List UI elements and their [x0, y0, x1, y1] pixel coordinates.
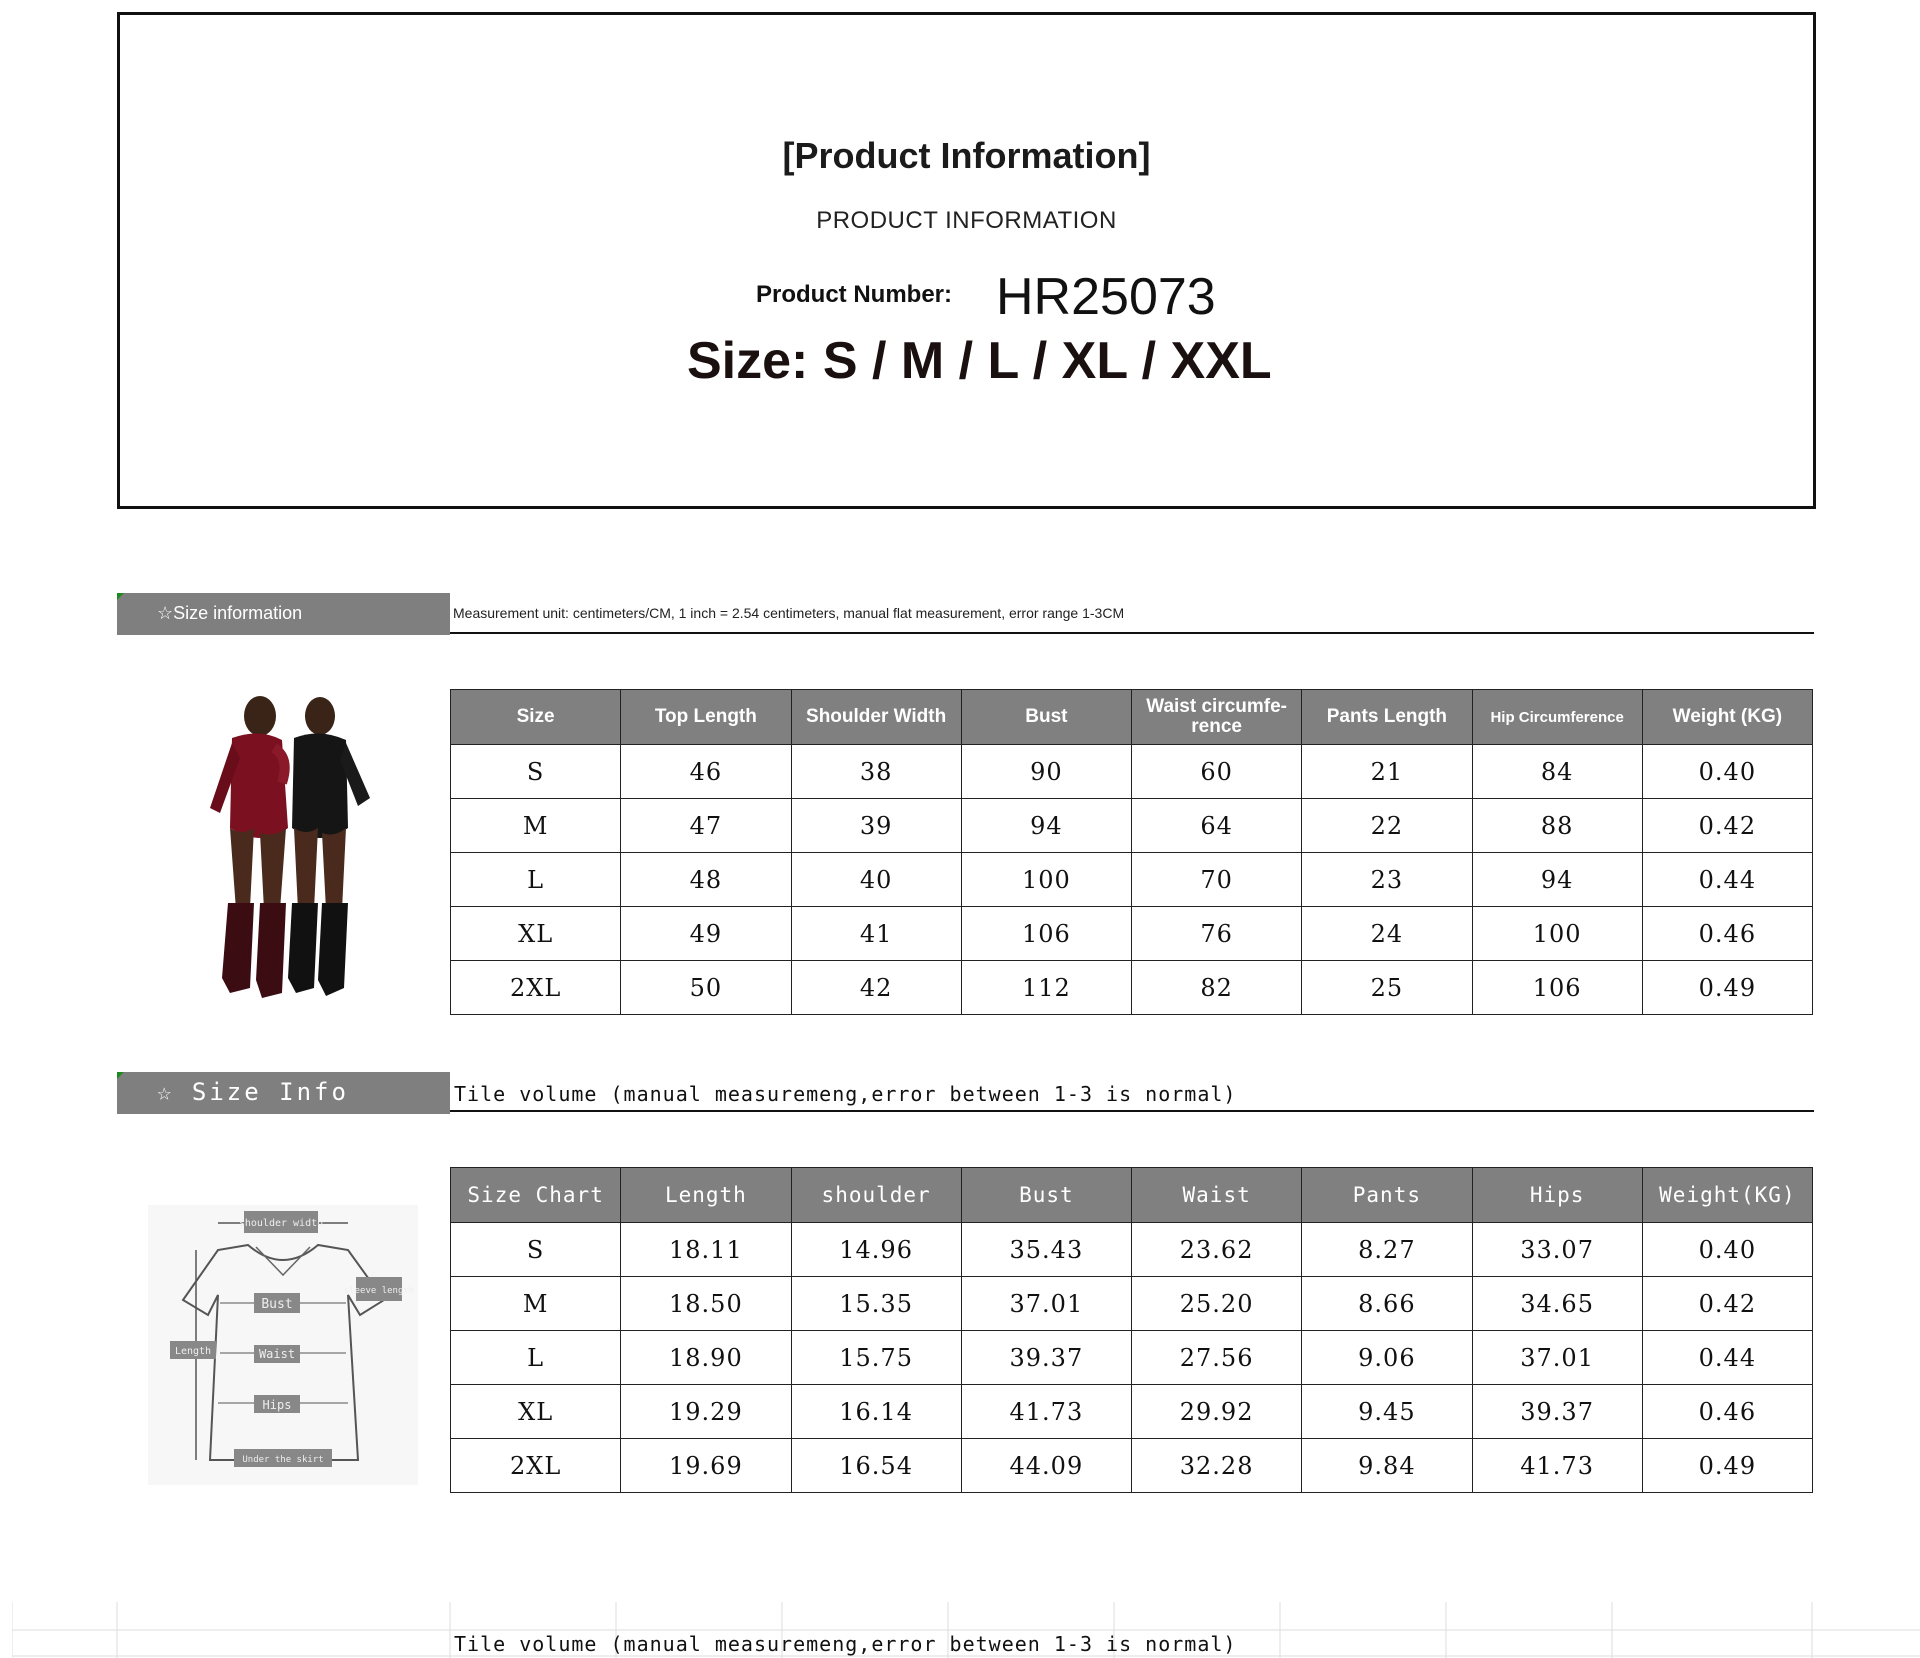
table-cell: 0.49 [1642, 961, 1812, 1015]
col-top-length: Top Length [621, 690, 791, 745]
table-cell: 24 [1302, 907, 1472, 961]
table-row [451, 853, 1813, 907]
table-cell: 90 [961, 745, 1131, 799]
table-cell: 15.35 [791, 1277, 961, 1331]
table-cell: 16.14 [791, 1385, 961, 1439]
table-cell: 76 [1132, 907, 1302, 961]
table-cell: 22 [1302, 799, 1472, 853]
table-cell: 0.42 [1642, 799, 1812, 853]
shoulder-width-text: shoulder width [238, 1218, 324, 1229]
col-waist: Waist [1132, 1168, 1302, 1223]
table-cell: L [451, 853, 621, 907]
table-cell: 19.29 [621, 1385, 791, 1439]
table-cell: 2XL [451, 961, 621, 1015]
table-row [451, 1331, 1813, 1385]
col-bust: Bust [961, 690, 1131, 745]
under-skirt-text: Under the skirt [242, 1455, 324, 1465]
divider [450, 1110, 1814, 1112]
table-cell: 0.46 [1642, 907, 1812, 961]
model-photo [170, 688, 390, 1018]
col-pants-length: Pants Length [1302, 690, 1472, 745]
table-cell: 106 [961, 907, 1131, 961]
table-cell: 39.37 [961, 1331, 1131, 1385]
col-hip-circumference: Hip Circumference [1472, 690, 1642, 745]
table-cell: 18.50 [621, 1277, 791, 1331]
corner-marker [117, 593, 124, 600]
product-number-label: Product Number: [756, 281, 953, 308]
table-cell: 23.62 [1132, 1223, 1302, 1277]
size-range-line: Size: S / M / L / XL / XXL [687, 332, 1272, 390]
table-row [451, 1385, 1813, 1439]
table-cell: 37.01 [961, 1277, 1131, 1331]
table-cell: 94 [961, 799, 1131, 853]
table-cell: 39.37 [1472, 1385, 1642, 1439]
col-weight: Weight(KG) [1642, 1168, 1812, 1223]
col-hips: Hips [1472, 1168, 1642, 1223]
table-cell: 9.06 [1302, 1331, 1472, 1385]
table-cell: L [451, 1331, 621, 1385]
col-size-chart: Size Chart [451, 1168, 621, 1223]
table-cell: 21 [1302, 745, 1472, 799]
col-shoulder: shoulder [791, 1168, 961, 1223]
table-row [451, 799, 1813, 853]
table-header-row [451, 690, 1813, 745]
hips-text: Hips [262, 1398, 292, 1412]
table-row [451, 745, 1813, 799]
table-row [451, 1439, 1813, 1493]
table-cell: 49 [621, 907, 791, 961]
table-cell: 60 [1132, 745, 1302, 799]
table-cell: XL [451, 907, 621, 961]
table-cell: S [451, 745, 621, 799]
size-information-bar [117, 593, 450, 635]
col-waist: Waist circumfe-rence [1132, 690, 1302, 745]
table-row [451, 1277, 1813, 1331]
table-cell: 25.20 [1132, 1277, 1302, 1331]
col-weight: Weight (KG) [1642, 690, 1812, 745]
bust-text: Bust [261, 1297, 293, 1312]
product-number-value: HR25073 [996, 268, 1216, 326]
bottom-tile-volume-note: Tile volume (manual measuremeng,error between 1-3 is normal) [454, 1632, 1237, 1656]
table-cell: 41 [791, 907, 961, 961]
table-cell: 0.44 [1642, 853, 1812, 907]
table-cell: 18.90 [621, 1331, 791, 1385]
table-cell: 23 [1302, 853, 1472, 907]
table-cell: 32.28 [1132, 1439, 1302, 1493]
table-cell: 38 [791, 745, 961, 799]
model-black [288, 697, 370, 996]
col-size: Size [451, 690, 621, 745]
product-info-box [117, 12, 1816, 509]
table-cell: 19.69 [621, 1439, 791, 1493]
table-cell: 0.49 [1642, 1439, 1812, 1493]
size-info-bar [117, 1072, 450, 1114]
table-cell: 39 [791, 799, 961, 853]
table-cell: 64 [1132, 799, 1302, 853]
table-cell: 46 [621, 745, 791, 799]
table-cell: 8.66 [1302, 1277, 1472, 1331]
size-information-label: ☆Size information [157, 603, 303, 623]
table-row [451, 907, 1813, 961]
table-cell: 34.65 [1472, 1277, 1642, 1331]
col-length: Length [621, 1168, 791, 1223]
product-info-title: [Product Information] [782, 135, 1151, 176]
table-cell: 16.54 [791, 1439, 961, 1493]
table-cell: 14.96 [791, 1223, 961, 1277]
table-cell: 41.73 [1472, 1439, 1642, 1493]
col-bust: Bust [961, 1168, 1131, 1223]
table-cell: 29.92 [1132, 1385, 1302, 1439]
size-table-inch [450, 1167, 1813, 1493]
length-text: Length [174, 1346, 212, 1357]
table-cell: 41.73 [961, 1385, 1131, 1439]
waist-text: Waist [258, 1347, 296, 1361]
table-row [451, 961, 1813, 1015]
table-cell: 70 [1132, 853, 1302, 907]
measurement-unit-note: Measurement unit: centimeters/CM, 1 inch = 2.54 centimeters, manual flat measurement, error range 1-3CM [453, 605, 1125, 621]
table-cell: S [451, 1223, 621, 1277]
table-cell: 100 [1472, 907, 1642, 961]
table-cell: 0.40 [1642, 745, 1812, 799]
table-cell: 33.07 [1472, 1223, 1642, 1277]
table-cell: 84 [1472, 745, 1642, 799]
table-cell: 47 [621, 799, 791, 853]
table-cell: 9.45 [1302, 1385, 1472, 1439]
table-cell: M [451, 799, 621, 853]
table-cell: 8.27 [1302, 1223, 1472, 1277]
table-cell: 2XL [451, 1439, 621, 1493]
size-table-cm [450, 689, 1813, 1015]
table-cell: 35.43 [961, 1223, 1131, 1277]
measurement-diagram [148, 1205, 418, 1485]
table-cell: 44.09 [961, 1439, 1131, 1493]
table-cell: 0.46 [1642, 1385, 1812, 1439]
table-cell: 42 [791, 961, 961, 1015]
table-cell: 0.40 [1642, 1223, 1812, 1277]
table-cell: 18.11 [621, 1223, 791, 1277]
table-row [451, 1223, 1813, 1277]
divider [450, 632, 1814, 634]
table-cell: 94 [1472, 853, 1642, 907]
product-info-subtitle: PRODUCT INFORMATION [816, 207, 1117, 234]
table-cell: 112 [961, 961, 1131, 1015]
table-header-row [451, 1168, 1813, 1223]
table-cell: 100 [961, 853, 1131, 907]
model-red [210, 696, 288, 998]
table-cell: 50 [621, 961, 791, 1015]
table-cell: 0.44 [1642, 1331, 1812, 1385]
table-cell: 88 [1472, 799, 1642, 853]
table-cell: 37.01 [1472, 1331, 1642, 1385]
table-cell: 27.56 [1132, 1331, 1302, 1385]
corner-marker [117, 1072, 124, 1079]
table-cell: 25 [1302, 961, 1472, 1015]
table-cell: 15.75 [791, 1331, 961, 1385]
table-cell: 40 [791, 853, 961, 907]
table-cell: 106 [1472, 961, 1642, 1015]
table-cell: 48 [621, 853, 791, 907]
table-cell: XL [451, 1385, 621, 1439]
tile-volume-note: Tile volume (manual measuremeng,error between 1-3 is normal) [454, 1082, 1237, 1106]
col-pants: Pants [1302, 1168, 1472, 1223]
table-cell: 0.42 [1642, 1277, 1812, 1331]
table-cell: 9.84 [1302, 1439, 1472, 1493]
sleeve-length-text: sleeve length [343, 1286, 415, 1296]
table-cell: 82 [1132, 961, 1302, 1015]
col-shoulder-width: Shoulder Width [791, 690, 961, 745]
table-cell: M [451, 1277, 621, 1331]
size-info-label: ☆ Size Info [157, 1078, 349, 1106]
